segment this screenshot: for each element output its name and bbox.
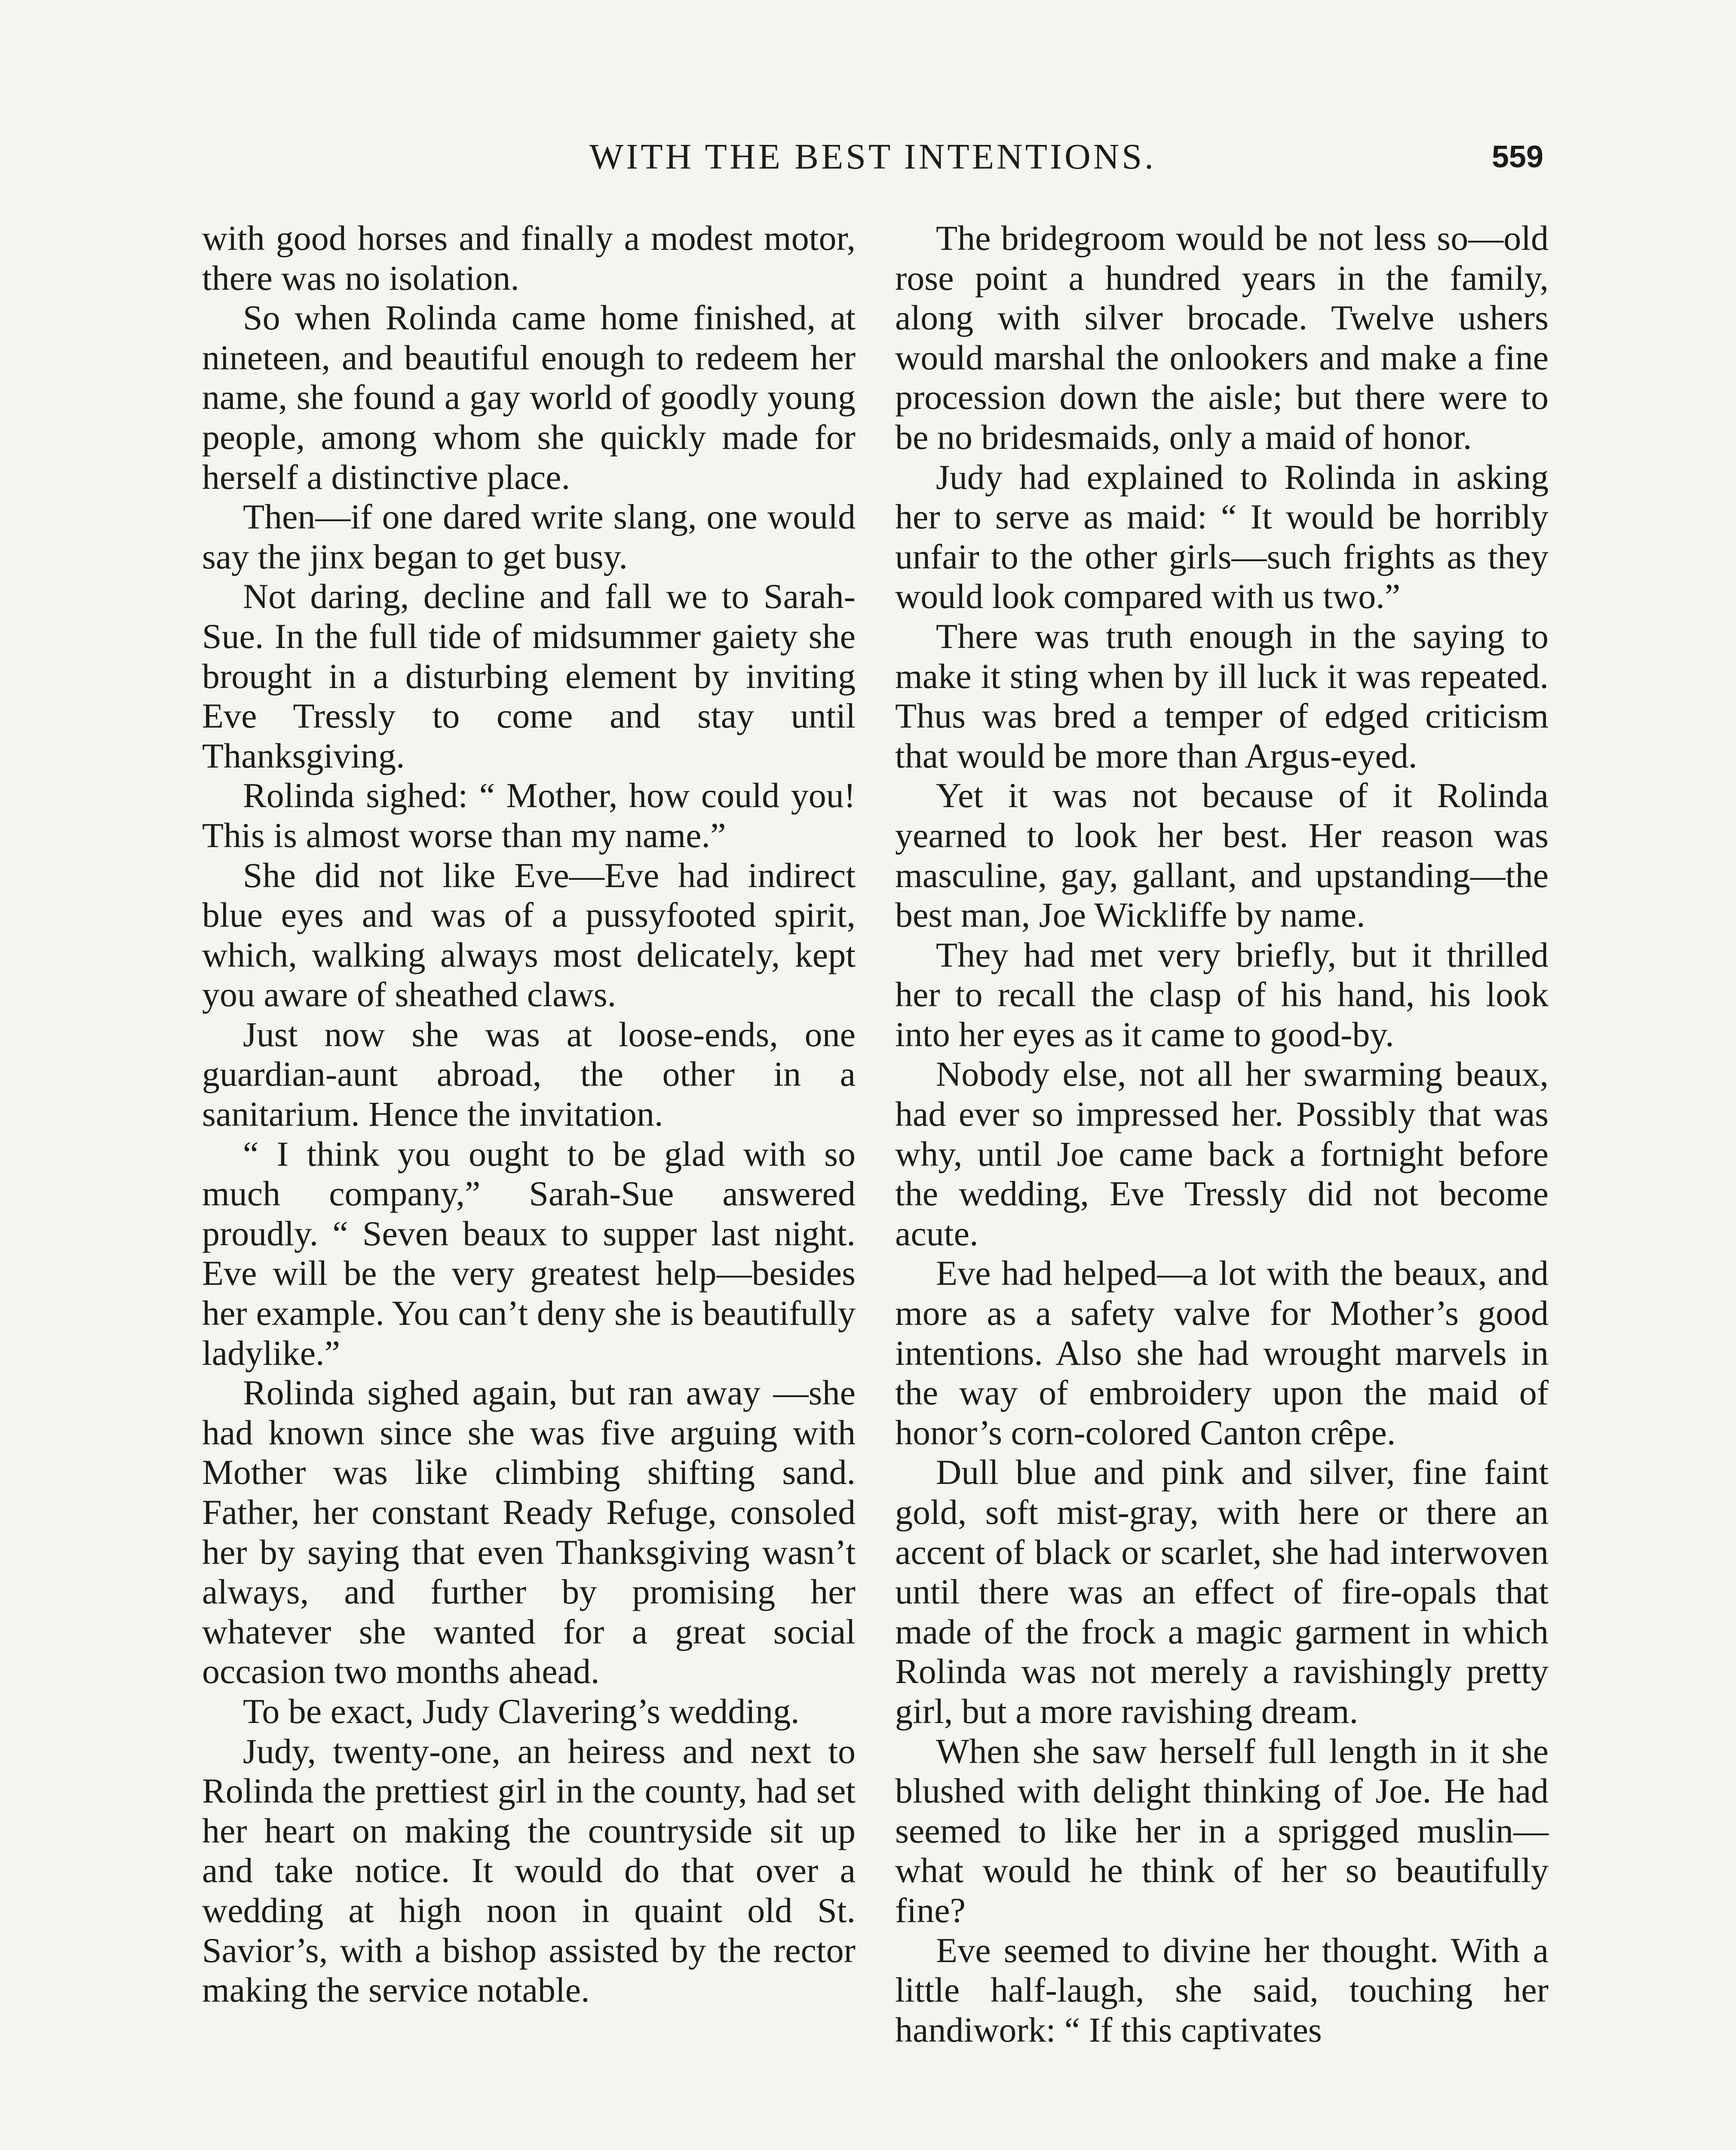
paragraph: When she saw herself full length in it she blushed with delight thinking of Joe. He had seemed to like her in a sprigged muslin—what would he think of her so beautifully fine? xyxy=(895,1731,1549,1930)
paragraph: To be exact, Judy Clavering’s wedding. xyxy=(243,1691,800,1731)
paragraph: Then—if one dared write slang, one would say the jinx began to get busy. xyxy=(202,497,856,576)
running-head xyxy=(202,129,1543,185)
paragraph: Rolinda sighed again, but ran away —she had known since she was five arguing with Mother was like climbing shifting sand. Father, her constant Ready Refuge, consoled her by saying that even Thanksgiving wasn’t always, and further by promising her whatever she wanted for a great social occasion two months ahead. xyxy=(202,1373,856,1691)
left-column xyxy=(202,218,856,2010)
paragraph: Yet it was not because of it Rolinda yearned to look her best. Her reason was masculine, gay, gallant, and upstanding—the best man, Joe Wickliffe by name. xyxy=(895,776,1549,935)
paragraph: She did not like Eve—Eve had indirect blue eyes and was of a pussyfooted spirit, which, walking always most delicately, kept you aware of sheathed claws. xyxy=(202,855,856,1014)
paragraph: They had met very briefly, but it thrilled her to recall the clasp of his hand, his look into her eyes as it came to good-by. xyxy=(895,935,1549,1054)
paragraph: Not daring, decline and fall we to Sarah-Sue. In the full tide of midsummer gaiety she brought in a disturbing element by inviting Eve Tressly to come and stay until Thanksgiving. xyxy=(202,577,856,775)
paragraph: Eve had helped—a lot with the beaux, and more as a safety valve for Mother’s good intentions. Also she had wrought marvels in the way of embroidery upon the maid of honor’s corn-colored Canton crêpe. xyxy=(895,1253,1549,1452)
paragraph: Judy had explained to Rolinda in asking her to serve as maid: “ It would be horribly unfair to the other girls—such frights as they would look compared with us two.” xyxy=(895,457,1549,616)
paragraph: with good horses and finally a modest motor, there was no isolation. xyxy=(202,218,856,298)
paragraph: Judy, twenty-one, an heiress and next to Rolinda the prettiest girl in the county, had set her heart on making the countryside sit up and take notice. It would do that over a wedding at high noon in quaint old St. Savior’s, with a bishop assisted by the rector making the service notable. xyxy=(202,1731,856,2010)
paragraph: Rolinda sighed: “ Mother, how could you! This is almost worse than my name.” xyxy=(202,776,856,855)
paragraph: “ I think you ought to be glad with so much company,” Sarah-Sue answered proudly. “ Seven beaux to supper last night. Eve will be the very greatest help—besides her example. You can’t deny she is beautifully ladylike.” xyxy=(202,1134,856,1373)
paragraph: There was truth enough in the saying to make it sting when by ill luck it was repeated. Thus was bred a temper of edged criticism that would be more than Argus-eyed. xyxy=(895,616,1549,775)
right-column xyxy=(895,218,1549,2050)
paragraph: So when Rolinda came home finished, at nineteen, and beautiful enough to redeem her name, she found a gay world of goodly young people, among whom she quickly made for herself a distinctive place. xyxy=(202,298,856,497)
paragraph: Eve seemed to divine her thought. With a little half-laugh, she said, touching her handiwork: “ If this captivates xyxy=(895,1930,1549,2049)
running-title: WITH THE BEST INTENTIONS. xyxy=(589,137,1156,177)
paragraph: Nobody else, not all her swarming beaux, had ever so impressed her. Possibly that was why, until Joe came back a fortnight before the wedding, Eve Tressly did not become acute. xyxy=(895,1054,1549,1253)
paragraph: The bridegroom would be not less so—old rose point a hundred years in the family, along with silver brocade. Twelve ushers would marshal the onlookers and make a fine procession down the aisle; but there were to be no bridesmaids, only a maid of honor. xyxy=(895,218,1549,457)
page-number: 559 xyxy=(1491,140,1543,174)
paragraph: Dull blue and pink and silver, fine faint gold, soft mist-gray, with here or there an accent of black or scarlet, she had interwoven until there was an effect of fire-opals that made of the frock a magic garment in which Rolinda was not merely a ravishingly pretty girl, but a more ravishing dream. xyxy=(895,1453,1549,1731)
paragraph: Just now she was at loose-ends, one guardian-aunt abroad, the other in a sanitarium. Hence the invitation. xyxy=(202,1014,856,1134)
